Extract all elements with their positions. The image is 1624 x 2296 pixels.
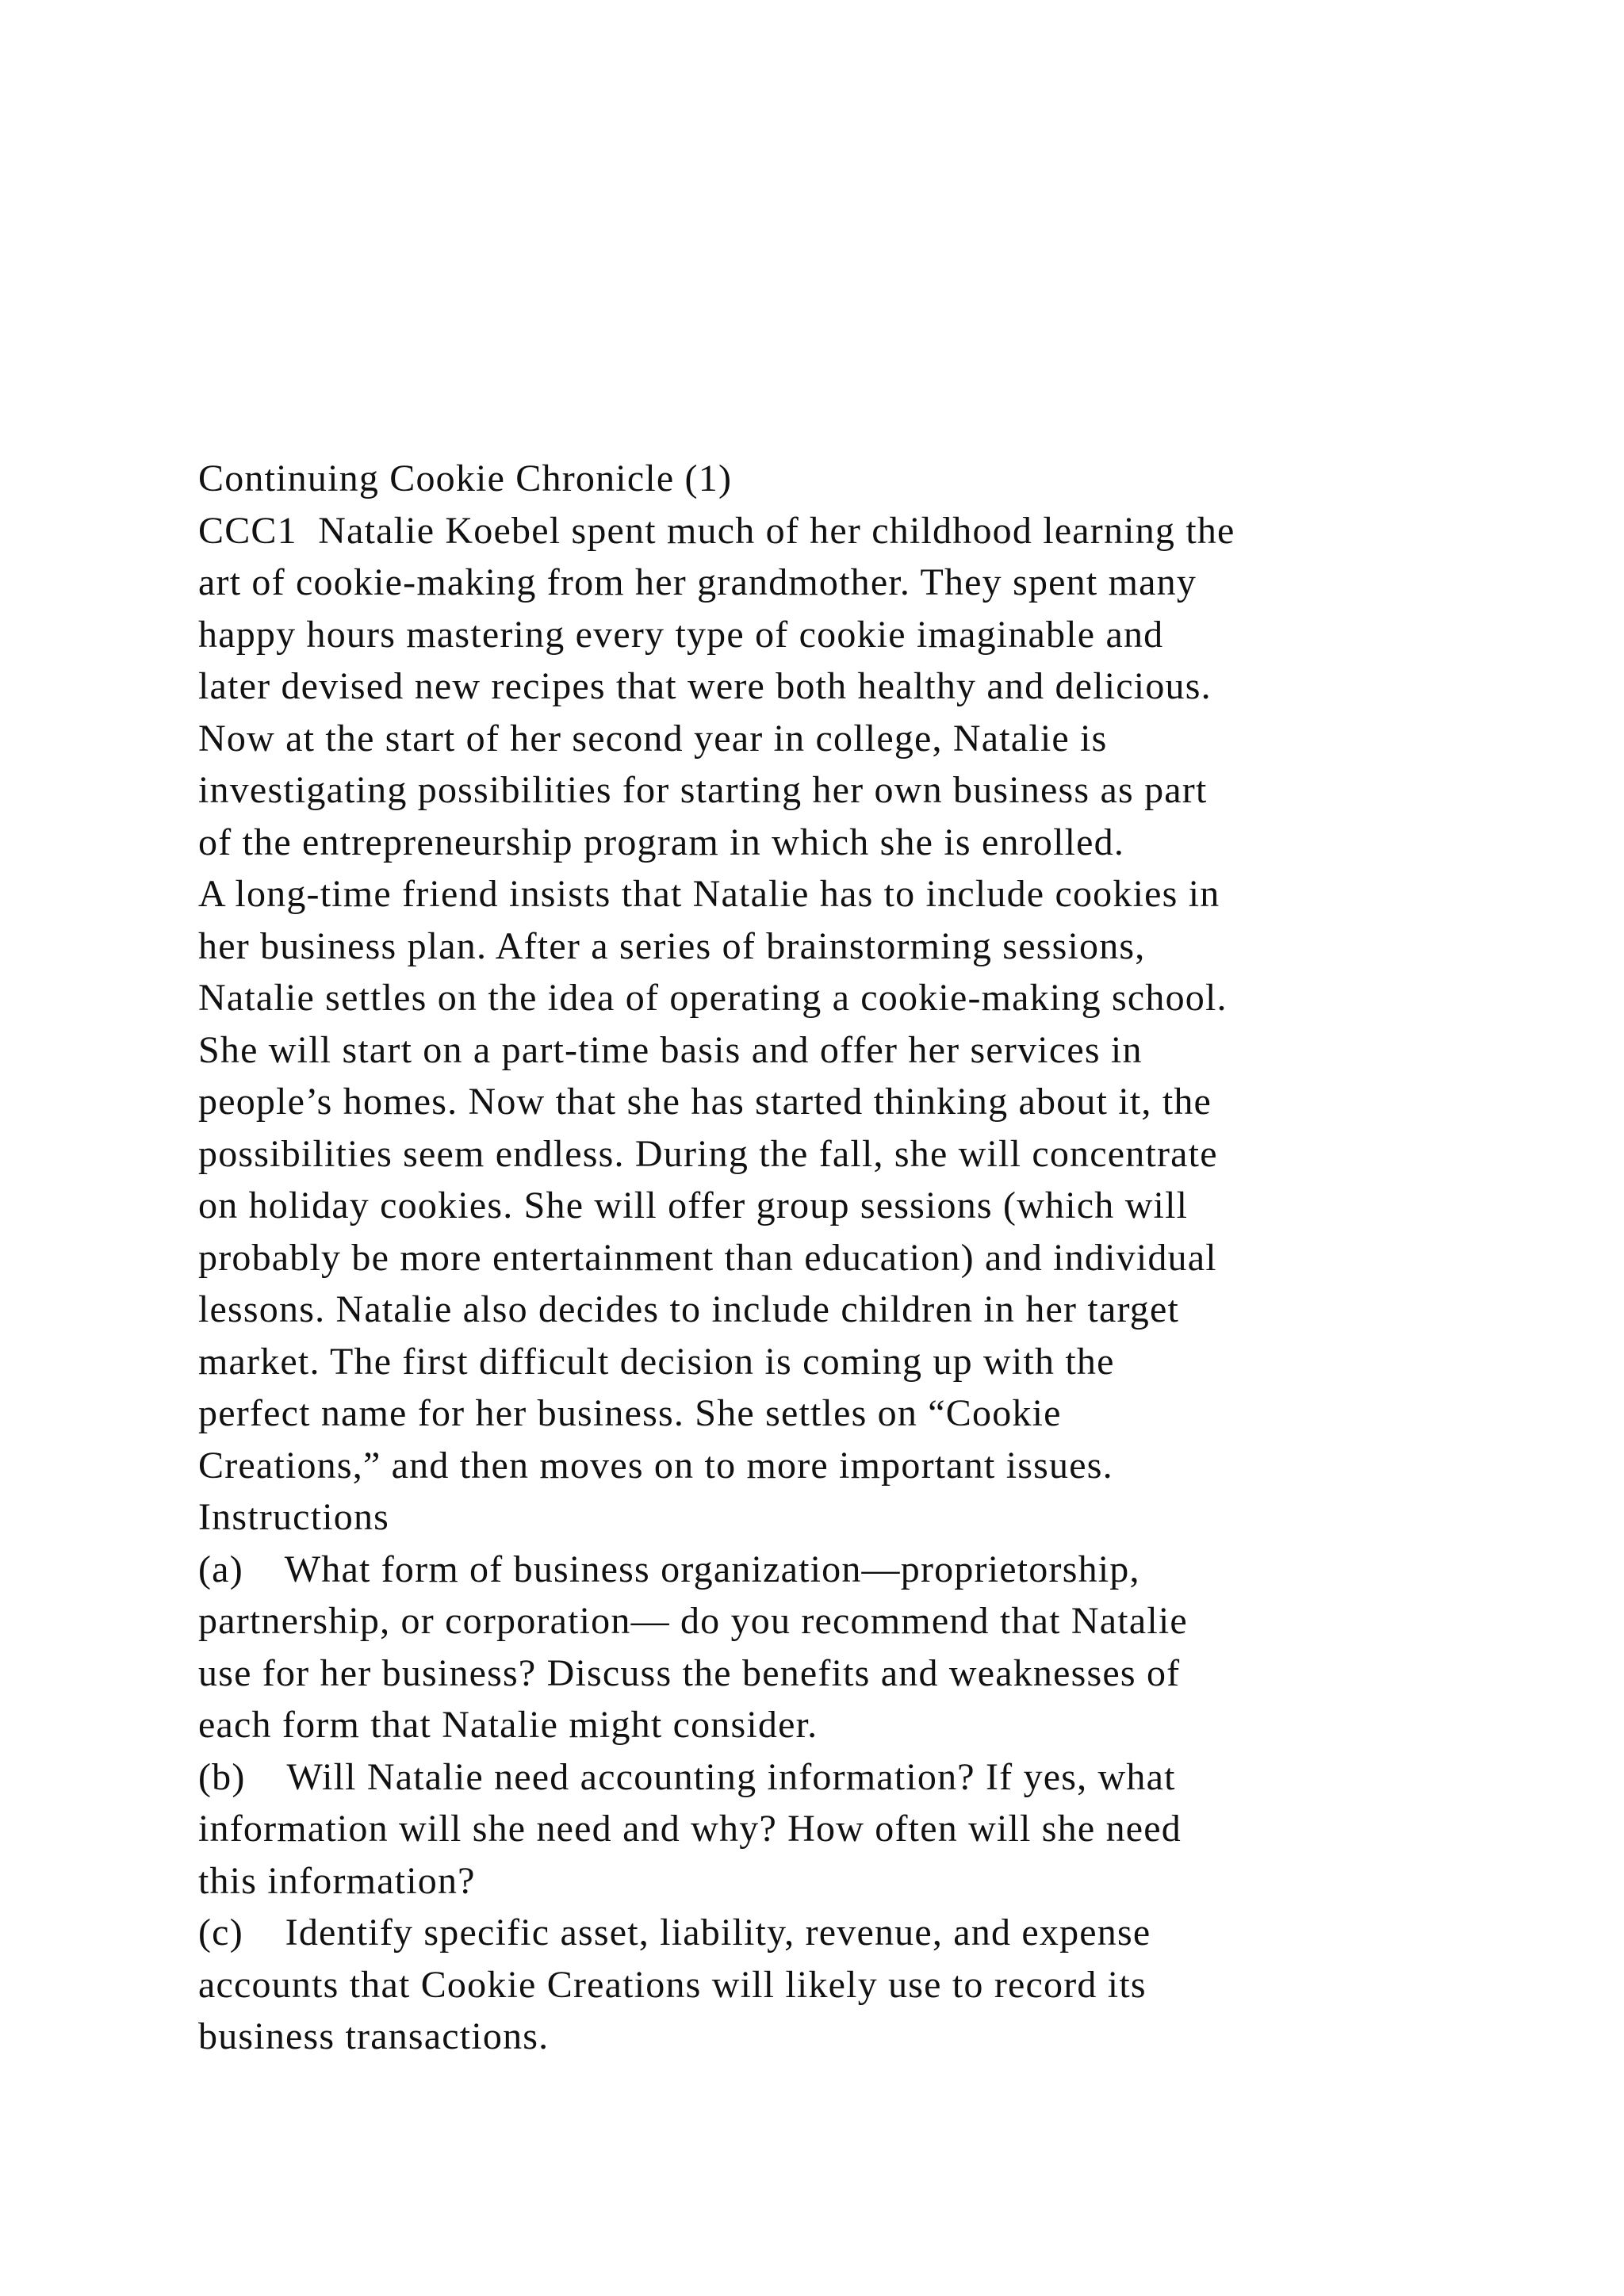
paragraph-line: her business plan. After a series of brainstorming sessions, <box>198 924 1146 967</box>
question-line: each form that Natalie might consider. <box>198 1704 818 1746</box>
paragraph-line: people’s homes. Now that she has started thinking about it, the <box>198 1081 1212 1123</box>
question-line: information will she need and why? How often will she need <box>198 1808 1182 1850</box>
paragraph-line: happy hours mastering every type of cookie imaginable and <box>198 613 1164 656</box>
question-line: partnership, or corporation— do you recommend that Natalie <box>198 1600 1188 1642</box>
paragraph-line: possibilities seem endless. During the fall, she will concentrate <box>198 1132 1218 1175</box>
question-line: use for her business? Discuss the benefits and weaknesses of <box>198 1651 1181 1694</box>
paragraph-line: A long-time friend insists that Natalie has to include cookies in <box>198 873 1220 915</box>
paragraph-line: Creations,” and then moves on to more important issues. <box>198 1444 1113 1487</box>
question-line: (c) Identify specific asset, liability, revenue, and expense <box>198 1911 1151 1954</box>
paragraph-line: market. The first difficult decision is coming up with the <box>198 1340 1115 1383</box>
paragraph-line: perfect name for her business. She settles on “Cookie <box>198 1392 1062 1434</box>
paragraph-line: later devised new recipes that were both healthy and delicious. <box>198 665 1212 707</box>
document-title: Continuing Cookie Chronicle (1) <box>198 457 733 499</box>
paragraph-line: Now at the start of her second year in college, Natalie is <box>198 717 1108 760</box>
paragraph-line: Natalie settles on the idea of operating a cookie-making school. <box>198 977 1228 1019</box>
paragraph-line: lessons. Natalie also decides to include children in her target <box>198 1288 1180 1330</box>
document-text <box>198 453 1530 2063</box>
paragraph-line: on holiday cookies. She will offer group sessions (which will <box>198 1184 1189 1226</box>
paragraph-line: investigating possibilities for starting her own business as part <box>198 769 1208 811</box>
paragraph-line: She will start on a part-time basis and offer her services in <box>198 1028 1143 1071</box>
paragraph-line: probably be more entertainment than education) and individual <box>198 1236 1217 1279</box>
question-line: business transactions. <box>198 2015 550 2057</box>
question-line: accounts that Cookie Creations will likely use to record its <box>198 1963 1147 2006</box>
question-line: this information? <box>198 1859 476 1902</box>
question-line: (b) Will Natalie need accounting information? If yes, what <box>198 1755 1176 1798</box>
question-line: (a) What form of business organization—proprietorship, <box>198 1548 1140 1590</box>
paragraph-line: of the entrepreneurship program in which she is enrolled. <box>198 821 1125 863</box>
paragraph-line: CCC1 Natalie Koebel spent much of her childhood learning the <box>198 509 1235 552</box>
instructions-heading: Instructions <box>198 1496 390 1538</box>
paragraph-line: art of cookie-making from her grandmother. They spent many <box>198 561 1197 603</box>
